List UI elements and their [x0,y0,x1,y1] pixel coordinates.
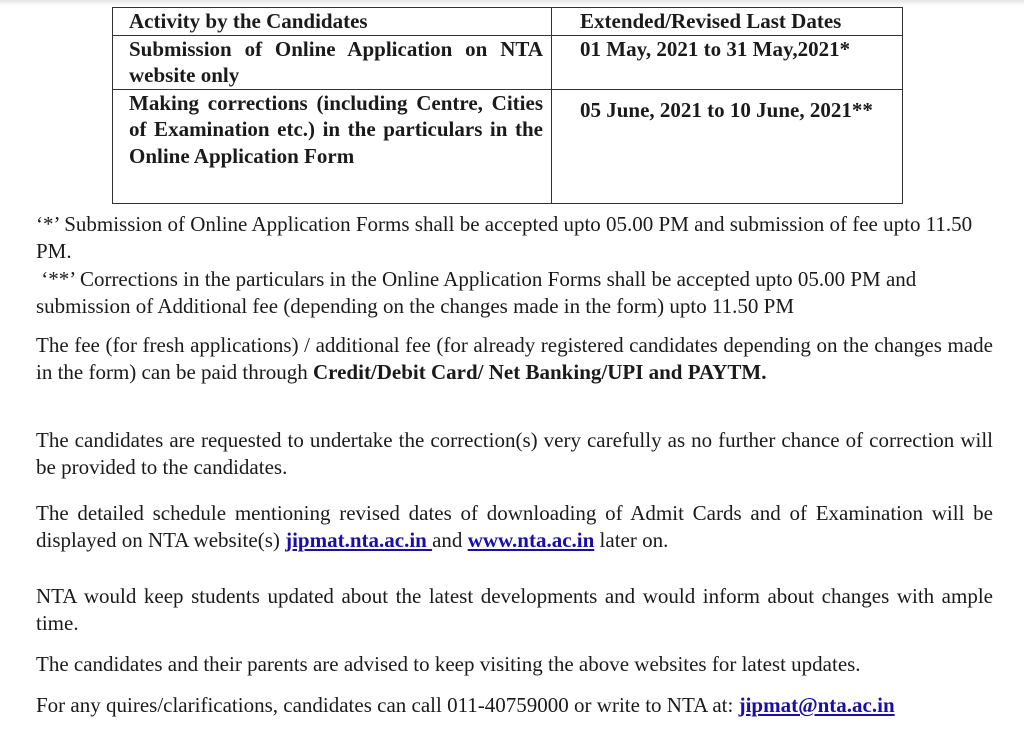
activity-cell: Making corrections (including Centre, Cities of Examination etc.) in the particulars in the Online Application Form [113,89,552,203]
dates-cell: 01 May, 2021 to 31 May,2021* [552,35,903,89]
fee-text: The fee (for fresh applications) / additional fee (for already registered candidates depending on the changes made in the form) can be paid through [36,333,993,384]
schedule-and: and [432,528,468,552]
schedule-table [112,7,903,204]
table-row [113,35,903,89]
contact-paragraph [36,692,993,719]
header-dates: Extended/Revised Last Dates [552,8,903,36]
email-link[interactable]: jipmat@nta.ac.in [738,693,895,717]
table-row [113,89,903,203]
nta-website-link[interactable]: www.nta.ac.in [467,528,595,552]
note-marker: ‘**’ [41,267,75,291]
schedule-paragraph [36,500,993,554]
viewer-top-shadow [0,0,1024,6]
updates-paragraph: NTA would keep students updated about the latest developments and would inform about changes with ample time. [36,584,993,635]
visiting-paragraph: The candidates and their parents are advised to keep visiting the above websites for latest updates. [36,652,861,676]
note-text: Corrections in the particulars in the Online Application Forms shall be accepted upto 05.00 PM and submission of Additional fee (depending on the changes made in the form) upto 11.50 PM [36,267,917,318]
fee-paragraph [36,332,993,386]
note-text: Submission of Online Application Forms shall be accepted upto 05.00 PM and submission of fee upto 11.50 PM. [36,212,973,263]
activity-cell: Submission of Online Application on NTA website only [113,35,552,89]
table-header-row [113,8,903,36]
note-single-star [36,211,993,265]
note-marker: ‘*’ [36,212,59,236]
payment-methods: Credit/Debit Card/ Net Banking/UPI and PAYTM. [313,360,767,384]
schedule-text: The detailed schedule mentioning revised dates of downloading of Admit Cards and of Examination will be displayed on NTA website(s) [36,501,993,552]
correction-paragraph: The candidates are requested to undertake the correction(s) very carefully as no further chance of correction will be provided to the candidates. [36,428,993,479]
note-double-star [36,266,993,320]
dates-cell: 05 June, 2021 to 10 June, 2021** [552,89,903,203]
header-activity: Activity by the Candidates [113,8,552,36]
schedule-tail: later on. [594,528,669,552]
contact-text: For any quires/clarifications, candidates can call 011-40759000 or write to NTA at: [36,693,739,717]
jipmat-website-link[interactable]: jipmat.nta.ac.in [285,528,433,552]
